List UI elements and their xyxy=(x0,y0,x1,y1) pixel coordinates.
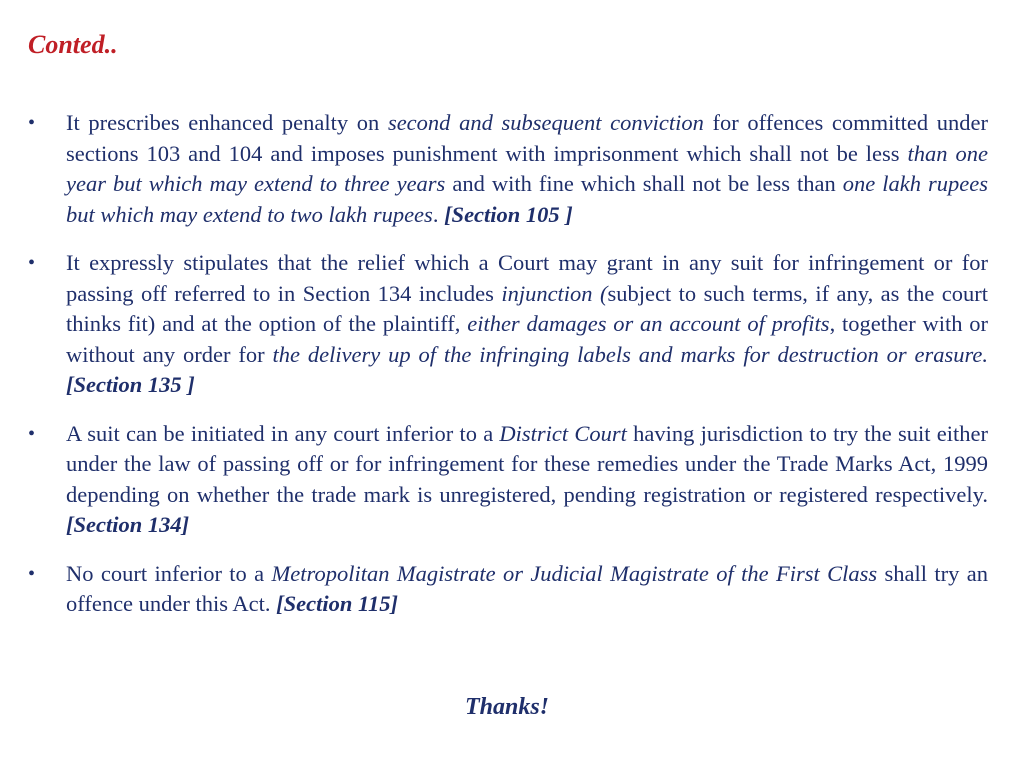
text-run: subject to such terms, if any, as the court thinks fit) and at the option of the plaintiff, xyxy=(66,280,989,336)
emphasis-text: Metropolitan Magistrate or Judicial Magistrate of the First Class xyxy=(271,560,878,586)
emphasis-text: injunction ( xyxy=(501,280,608,306)
bullet-icon: • xyxy=(28,422,36,445)
section-reference: [Section 135 ] xyxy=(66,372,195,397)
bullet-icon: • xyxy=(28,252,36,274)
text-run: A suit can be initiated in any court inferior to a xyxy=(66,420,500,446)
bullet-text xyxy=(66,250,988,397)
text-run: , together with or without any order for xyxy=(66,311,989,367)
bullet-suit xyxy=(28,419,988,541)
text-run: shall try an offence under this Act. xyxy=(66,560,988,616)
emphasis-text: second and subsequent conviction xyxy=(387,110,704,135)
text-run: It expressly stipulates that the relief which a Court may grant in any suit for infringement or for passing off referred to in Section 134 includes xyxy=(66,250,988,306)
section-reference: [Section 105 ] xyxy=(444,201,573,227)
emphasis-text: District Court xyxy=(499,420,627,446)
emphasis-text: either damages or an account of profits xyxy=(467,311,830,336)
text-run: No court inferior to a xyxy=(66,560,272,586)
bullet-list xyxy=(28,108,988,638)
emphasis-text: the delivery up of the infringing labels and marks for destruction or erasure. xyxy=(272,341,988,367)
slide-title: Conted.. xyxy=(28,30,118,59)
bullet-relief xyxy=(28,248,988,401)
section-reference: [Section 134] xyxy=(66,512,190,537)
text-run: and with fine which shall not be less than xyxy=(445,171,843,196)
section-reference: [Section 115] xyxy=(276,591,399,616)
bullet-icon: • xyxy=(28,112,36,134)
bullet-text xyxy=(66,561,988,617)
text-run: for offences committed under sections 103 and 104 and imposes punishment with imprisonment which shall not be less xyxy=(66,110,988,166)
text-run: . xyxy=(432,201,445,227)
closing-text: Thanks! xyxy=(464,694,550,720)
bullet-penalty xyxy=(28,108,988,230)
emphasis-text: than one year but which may extend to three years xyxy=(66,140,988,196)
bullet-icon: • xyxy=(28,562,36,585)
bullet-magistrate xyxy=(28,559,988,620)
text-run: It prescribes enhanced penalty on xyxy=(66,110,388,135)
bullet-text xyxy=(66,421,988,538)
emphasis-text: one lakh rupees but which may extend to two lakh rupees xyxy=(66,171,988,227)
text-run: having jurisdiction to try the suit either under the law of passing off or for infringement for these remedies under the Trade Marks Act, 1999 depending on whether the trade mark is unregistered, pending registration or registered respectively. xyxy=(66,420,988,507)
bullet-text xyxy=(66,110,988,227)
